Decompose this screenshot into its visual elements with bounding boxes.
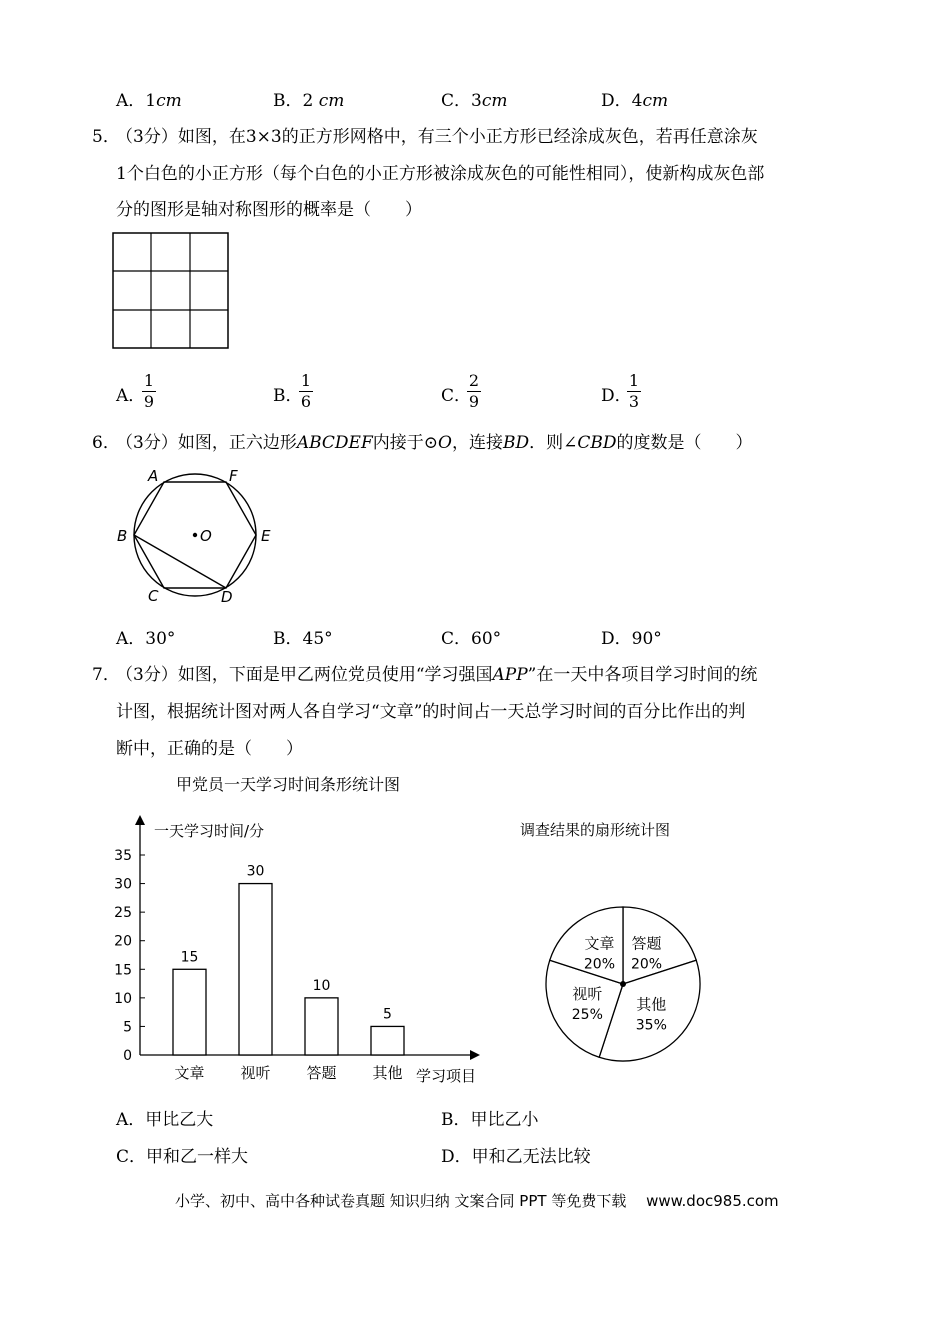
q6-option-c[interactable]: C．60°: [441, 629, 502, 649]
bar-category-label: 视听: [240, 1064, 271, 1082]
pie-chart-title: 调查结果的扇形统计图: [520, 821, 671, 839]
q7-text-line2: 计图，根据统计图对两人各自学习“文章”的时间占一天总学习时间的百分比作出的判: [116, 702, 746, 722]
q6-option-d[interactable]: D．90°: [601, 629, 662, 649]
bar-ytick-label: 0: [123, 1048, 132, 1064]
bar-category-label: 答题: [306, 1064, 337, 1082]
q5-option-b-letter[interactable]: B．: [273, 386, 303, 406]
q7-option-d[interactable]: D．甲和乙无法比较: [441, 1147, 591, 1167]
q6-option-a[interactable]: A．30°: [116, 629, 176, 649]
q4-option-d[interactable]: D．4cm: [601, 91, 669, 111]
label-a: A: [148, 467, 159, 485]
q6-number: 6．: [92, 433, 120, 453]
q7-option-b[interactable]: B．甲比乙小: [441, 1110, 539, 1130]
label-o: O: [200, 527, 212, 545]
segment-bd: [134, 535, 226, 588]
q5-text-line1: （3分）如图，在3×3的正方形网格中，有三个小正方形已经涂成灰色，若再任意涂灰: [116, 127, 758, 147]
bar-chart-xlabel: 学习项目: [416, 1067, 477, 1085]
label-d: D: [221, 588, 233, 606]
pie-slice-percent: 25%: [571, 1007, 603, 1024]
pie-center-dot: [620, 981, 626, 987]
pie-slice-label: 其他: [636, 995, 667, 1014]
label-f: F: [229, 467, 238, 485]
pie-slice-label: 文章: [584, 934, 615, 953]
page-footer: 小学、初中、高中各种试卷真题 知识归纳 文案合同 PPT 等免费下载 www.doc985.com: [175, 1192, 779, 1210]
q6-option-b[interactable]: B．45°: [273, 629, 333, 649]
label-c: C: [148, 587, 159, 605]
bar-ytick-label: 30: [114, 876, 132, 893]
q5-option-c-letter[interactable]: C．: [441, 386, 472, 406]
center-dot: [193, 533, 197, 537]
q5-option-d-fraction[interactable]: 1 3: [628, 371, 640, 411]
bar-ytick-label: 5: [123, 1019, 132, 1036]
q6-hexagon-figure: [108, 460, 288, 610]
q5-option-b-fraction[interactable]: 1 6: [300, 371, 312, 411]
q7-option-a[interactable]: A．甲比乙大: [116, 1110, 214, 1130]
bar-value-label: 10: [312, 977, 331, 994]
q7-text-line3: 断中，正确的是（ ）: [116, 739, 303, 759]
bar-ytick-label: 35: [114, 848, 132, 864]
bar-2: [305, 998, 338, 1055]
bar-y-axis-arrow: [135, 815, 145, 825]
pie-chart: [510, 810, 710, 1070]
label-e: E: [261, 527, 271, 545]
bar-chart: [110, 770, 500, 1090]
pie-slice-label: 答题: [631, 934, 662, 953]
q5-grid-figure: [110, 230, 232, 352]
pie-slice-percent: 35%: [635, 1017, 667, 1034]
q5-text-line3: 分的图形是轴对称图形的概率是（ ）: [116, 200, 422, 220]
q5-text-line2: 1个白色的小正方形（每个白色的小正方形被涂成灰色的可能性相同），使新构成灰色部: [116, 164, 765, 184]
bar-ytick-label: 15: [114, 962, 132, 979]
bar-value-label: 5: [383, 1006, 392, 1023]
bar-category-label: 文章: [174, 1064, 205, 1082]
bar-ytick-label: 20: [114, 933, 132, 950]
bar-1: [239, 884, 272, 1055]
q6-text: （3分）如图，正六边形ABCDEF内接于⊙O，连接BD．则∠CBD的度数是（ ）: [116, 433, 753, 453]
q4-option-b[interactable]: B．2 cm: [273, 91, 345, 111]
q7-option-c[interactable]: C．甲和乙一样大: [116, 1147, 249, 1167]
bar-3: [371, 1026, 404, 1055]
bar-value-label: 30: [246, 863, 265, 880]
bar-ytick-label: 25: [114, 905, 132, 922]
bar-chart-ylabel: 一天学习时间/分: [154, 822, 265, 840]
q5-option-c-fraction[interactable]: 2 9: [468, 371, 480, 411]
pie-slice-label: 视听: [572, 985, 603, 1004]
bar-x-axis-arrow: [470, 1050, 480, 1060]
pie-slice-percent: 20%: [630, 956, 663, 973]
label-b: B: [117, 527, 128, 545]
q4-option-c[interactable]: C．3cm: [441, 91, 508, 111]
q5-number: 5．: [92, 127, 120, 147]
bar-ytick-label: 10: [114, 990, 132, 1007]
q5-option-a-letter[interactable]: A．: [116, 386, 146, 406]
pie-slice-percent: 20%: [583, 956, 616, 973]
q4-option-a[interactable]: A．1cm: [116, 91, 182, 111]
bar-0: [173, 969, 206, 1055]
bar-chart-title: 甲党员一天学习时间条形统计图: [176, 775, 401, 794]
q5-option-d-letter[interactable]: D．: [601, 386, 632, 406]
bar-value-label: 15: [180, 949, 199, 966]
q5-option-a-fraction[interactable]: 1 9: [143, 371, 155, 411]
q7-text-line1: （3分）如图，下面是甲乙两位党员使用“学习强国APP”在一天中各项目学习时间的统: [116, 665, 758, 685]
bar-category-label: 其他: [372, 1064, 403, 1082]
q7-number: 7．: [92, 665, 120, 685]
